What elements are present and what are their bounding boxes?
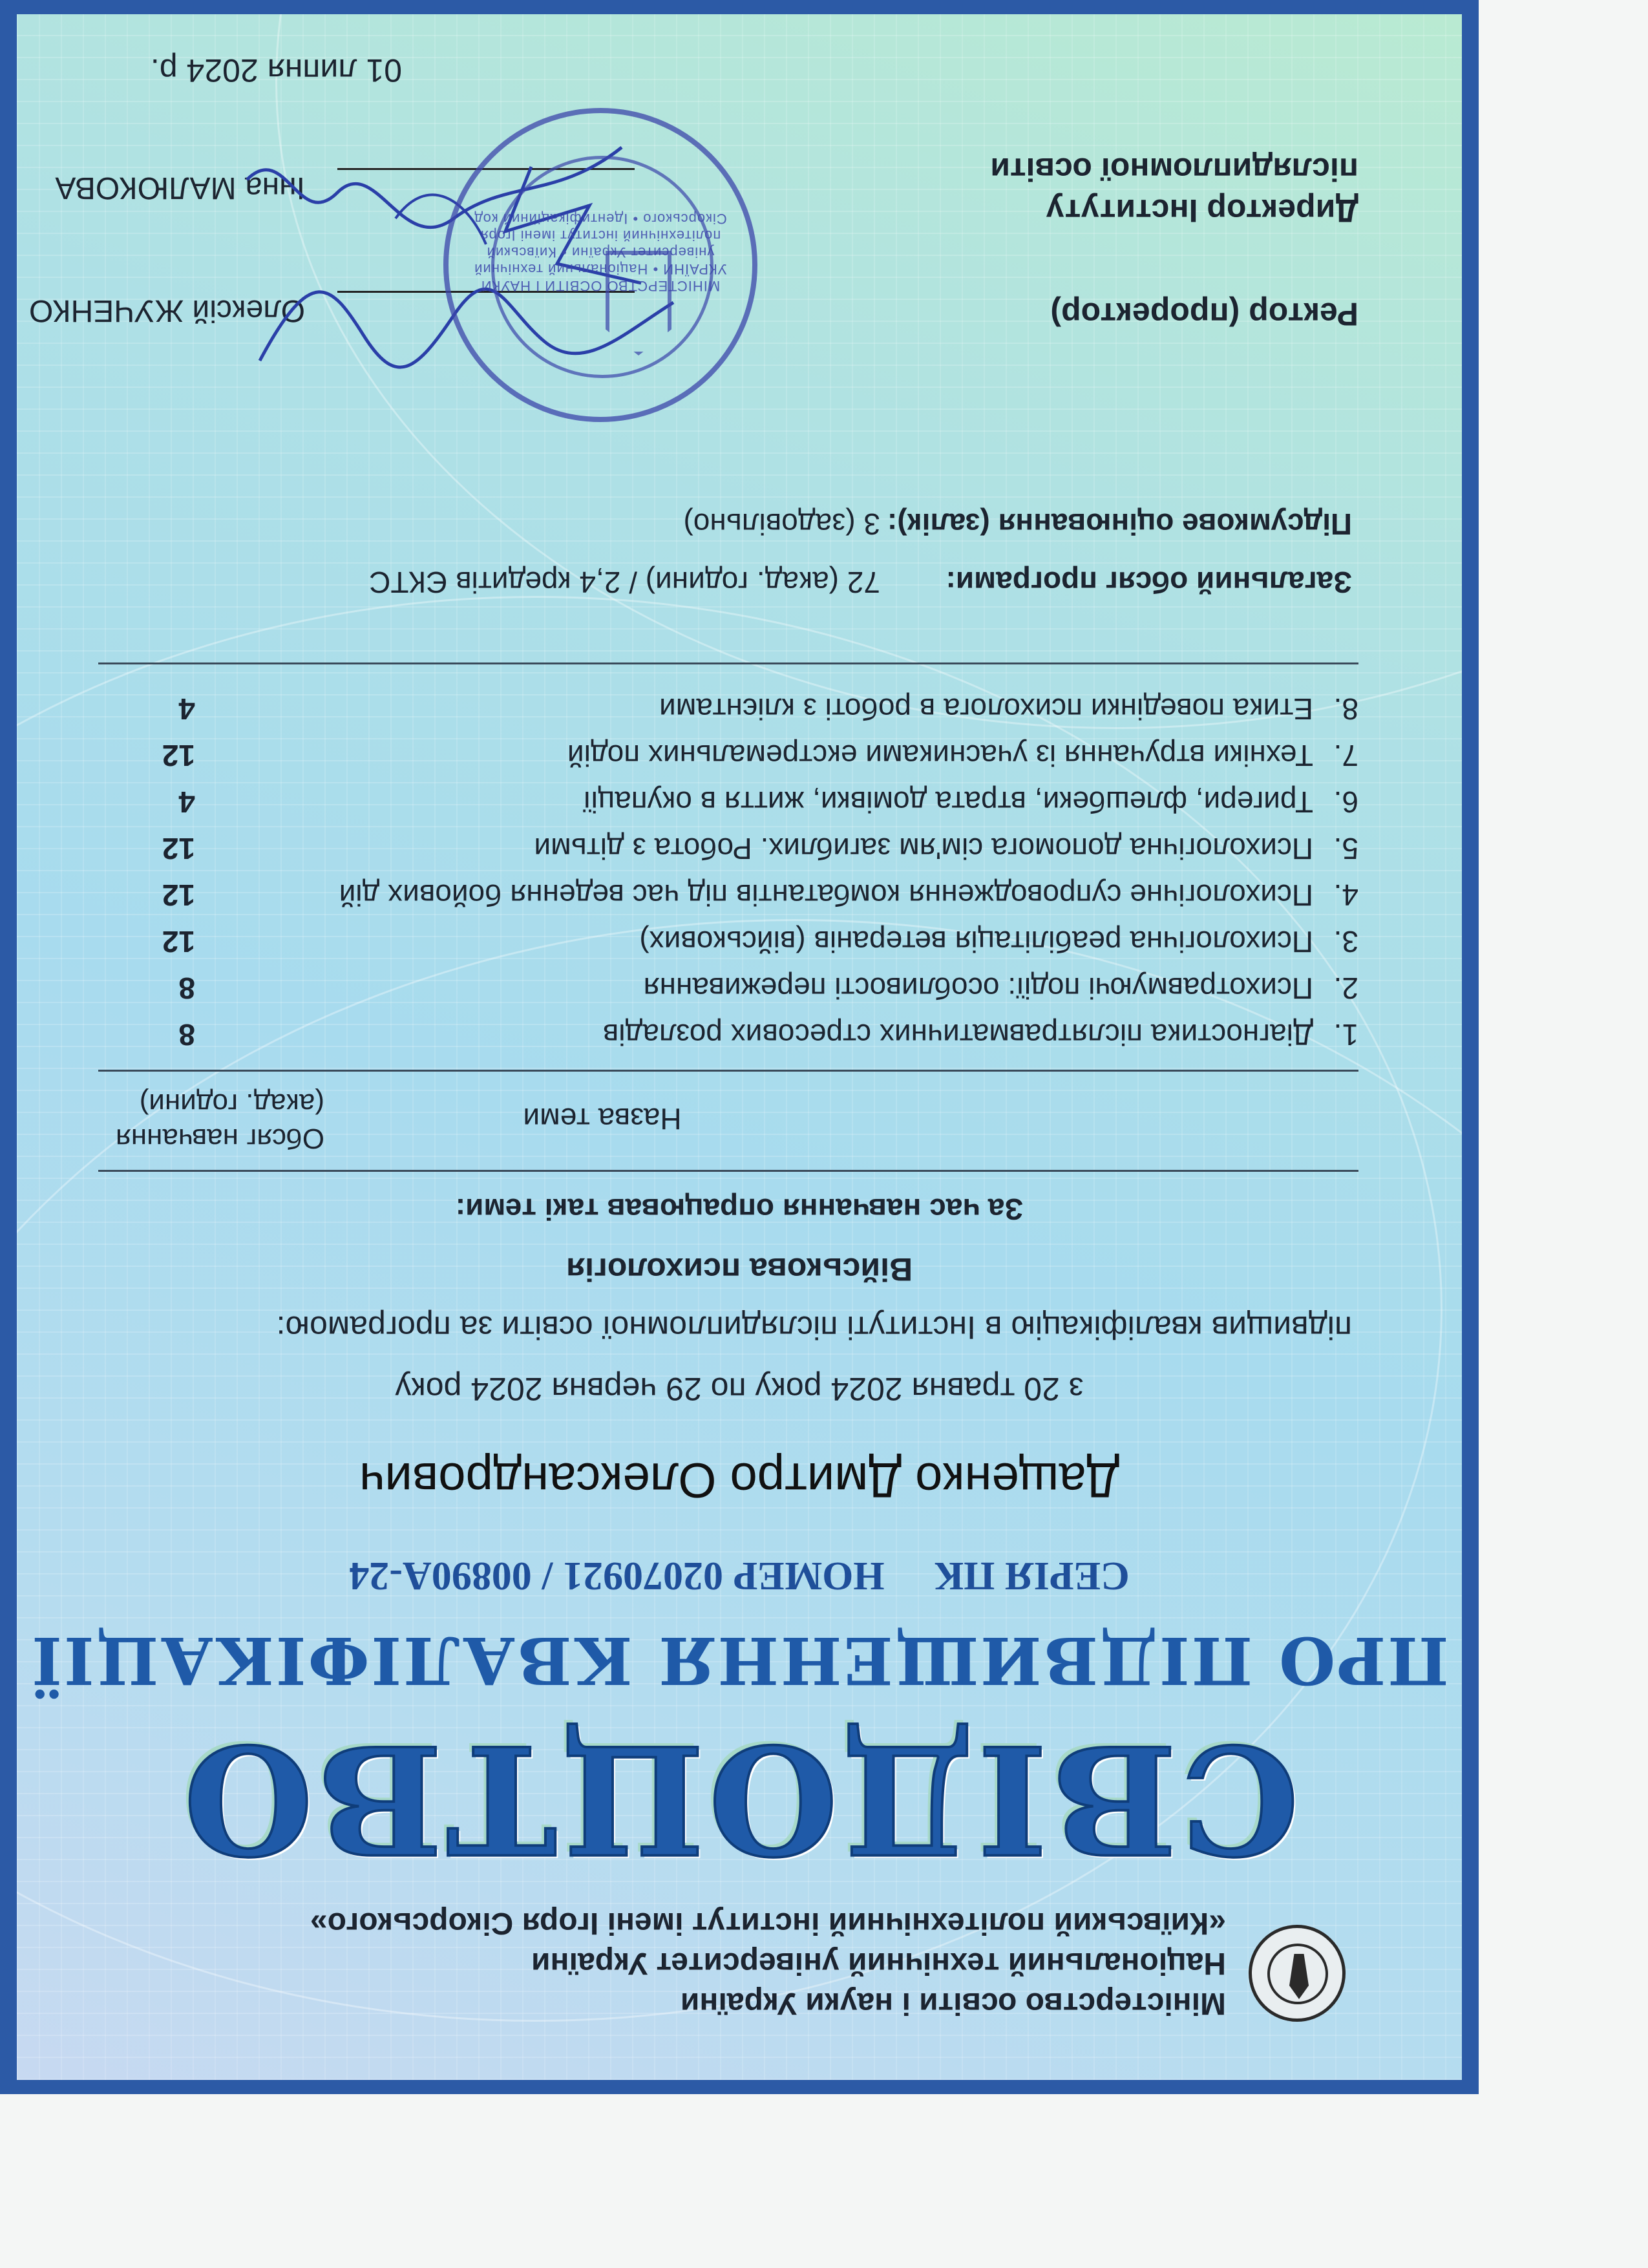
total-volume-value: 72 (акад. години) / 2,4 кредитів ЄКТС (369, 566, 880, 599)
row-hours: 8 (178, 1018, 195, 1052)
certificate-sheet (17, 14, 1462, 2080)
row-number: 1. (1333, 1018, 1358, 1052)
issue-date: 01 липня 2024 р. (150, 52, 402, 89)
institute-line: «Київський політехнічний інститут імені Ігоря Сікорського» (310, 1906, 1226, 1940)
row-number: 7. (1333, 739, 1358, 772)
row-number: 2. (1333, 971, 1358, 1005)
table-row (98, 866, 1358, 913)
topic-column-header: Назва теми (523, 1102, 682, 1136)
series-number (17, 1553, 1462, 1598)
table-row (98, 773, 1358, 820)
table-header-line (98, 1070, 1358, 1072)
row-topic: Психологічна допомога сім'ям загиблих. Робота з дітьми (534, 832, 1313, 865)
table-top-line (98, 1170, 1358, 1172)
table-row (98, 959, 1358, 1006)
table-row (98, 680, 1358, 726)
table-bottom-line (98, 662, 1358, 664)
final-assessment-value: 3 (задовільно) (683, 507, 880, 541)
raised-qualification-text: підвищив кваліфікацію в Інституті післядипломної освіти за програмою: (276, 1309, 1352, 1346)
row-hours: 12 (162, 878, 195, 912)
row-topic: Діагностика післятравматичних стресових розладів (602, 1018, 1313, 1052)
hours-column-header (105, 1086, 324, 1156)
number-label: НОМЕР (733, 1554, 885, 1598)
row-hours: 12 (162, 832, 195, 865)
row-hours: 12 (162, 925, 195, 959)
row-number: 8. (1333, 692, 1358, 726)
row-topic: Психотравмуючі події: особливості переживання (643, 971, 1313, 1005)
total-volume-label: Загальний обсяг програми: (945, 566, 1352, 599)
hours-header-line: Обсяг навчання (115, 1123, 324, 1154)
row-hours: 8 (178, 971, 195, 1005)
row-topic: Техніки втручання із учасниками екстремальних подій (567, 739, 1313, 772)
row-hours: 4 (178, 692, 195, 726)
ministry-header (192, 1903, 1226, 2023)
certificate-content (17, 14, 1462, 2080)
row-number: 3. (1333, 925, 1358, 959)
number-value: 02070921 / 00890А-24 (349, 1554, 723, 1598)
director-role-line: післядипломної освіти (990, 151, 1358, 187)
stamp-text: МІНІСТЕРСТВО ОСВІТИ І НАУКИ УКРАЇНИ • Національний технічний університет України • Київський політехнічний інститут імені Ігоря Сікорського • Ідентифікаційний код (474, 211, 727, 294)
ministry-line: Міністерство освіти і науки України (680, 1986, 1226, 2020)
row-topic: Психологічне супроводження комбатантів під час ведення бойових дій (339, 878, 1313, 912)
series-label: СЕРІЯ (1004, 1554, 1130, 1598)
row-number: 6. (1333, 785, 1358, 819)
row-topic: Тригери, флешбеки, втрата домівки, життя в окупації (582, 785, 1313, 819)
certificate-title: СВІДОЦТВО (179, 1712, 1300, 1886)
table-row (98, 726, 1358, 773)
row-topic: Психологічна реабілітація ветеранів (військових) (639, 925, 1313, 959)
rector-name: Олексій ЖУЧЕНКО (28, 293, 305, 328)
hours-header-line: (акад. години) (139, 1088, 324, 1119)
studied-topics-intro: За час навчання опрацював такі теми: (455, 1192, 1024, 1226)
certificate-subtitle: ПРО ПІДВИЩЕННЯ КВАЛІФІКАЦІЇ (30, 1622, 1449, 1699)
director-role (990, 149, 1358, 231)
director-role-line: Директор Інституту (1046, 193, 1358, 229)
study-period: з 20 травня 2024 року по 29 червня 2024 року (395, 1371, 1084, 1407)
final-assessment-label: Підсумкове оцінювання (залік): (887, 507, 1352, 541)
holder-name: Дащенко Дмитро Олександрович (359, 1452, 1120, 1507)
university-emblem-icon (1249, 1925, 1346, 2022)
university-line: Національний технічний університет України (531, 1946, 1226, 1980)
series-value: ПК (935, 1554, 995, 1598)
table-row (98, 1006, 1358, 1052)
table-row (98, 820, 1358, 866)
table-row (98, 913, 1358, 959)
row-number: 5. (1333, 832, 1358, 865)
row-topic: Етика поведінки психолога в роботі з клієнтами (659, 692, 1313, 726)
row-hours: 4 (178, 785, 195, 819)
rector-role: Ректор (проректор) (1050, 296, 1358, 332)
row-number: 4. (1333, 878, 1358, 912)
topics-table (98, 680, 1358, 1052)
program-name: Військова психологія (565, 1251, 913, 1288)
row-hours: 12 (162, 739, 195, 772)
official-stamp (443, 108, 757, 422)
director-name: Інна МАЛЮКОВА (55, 171, 305, 205)
